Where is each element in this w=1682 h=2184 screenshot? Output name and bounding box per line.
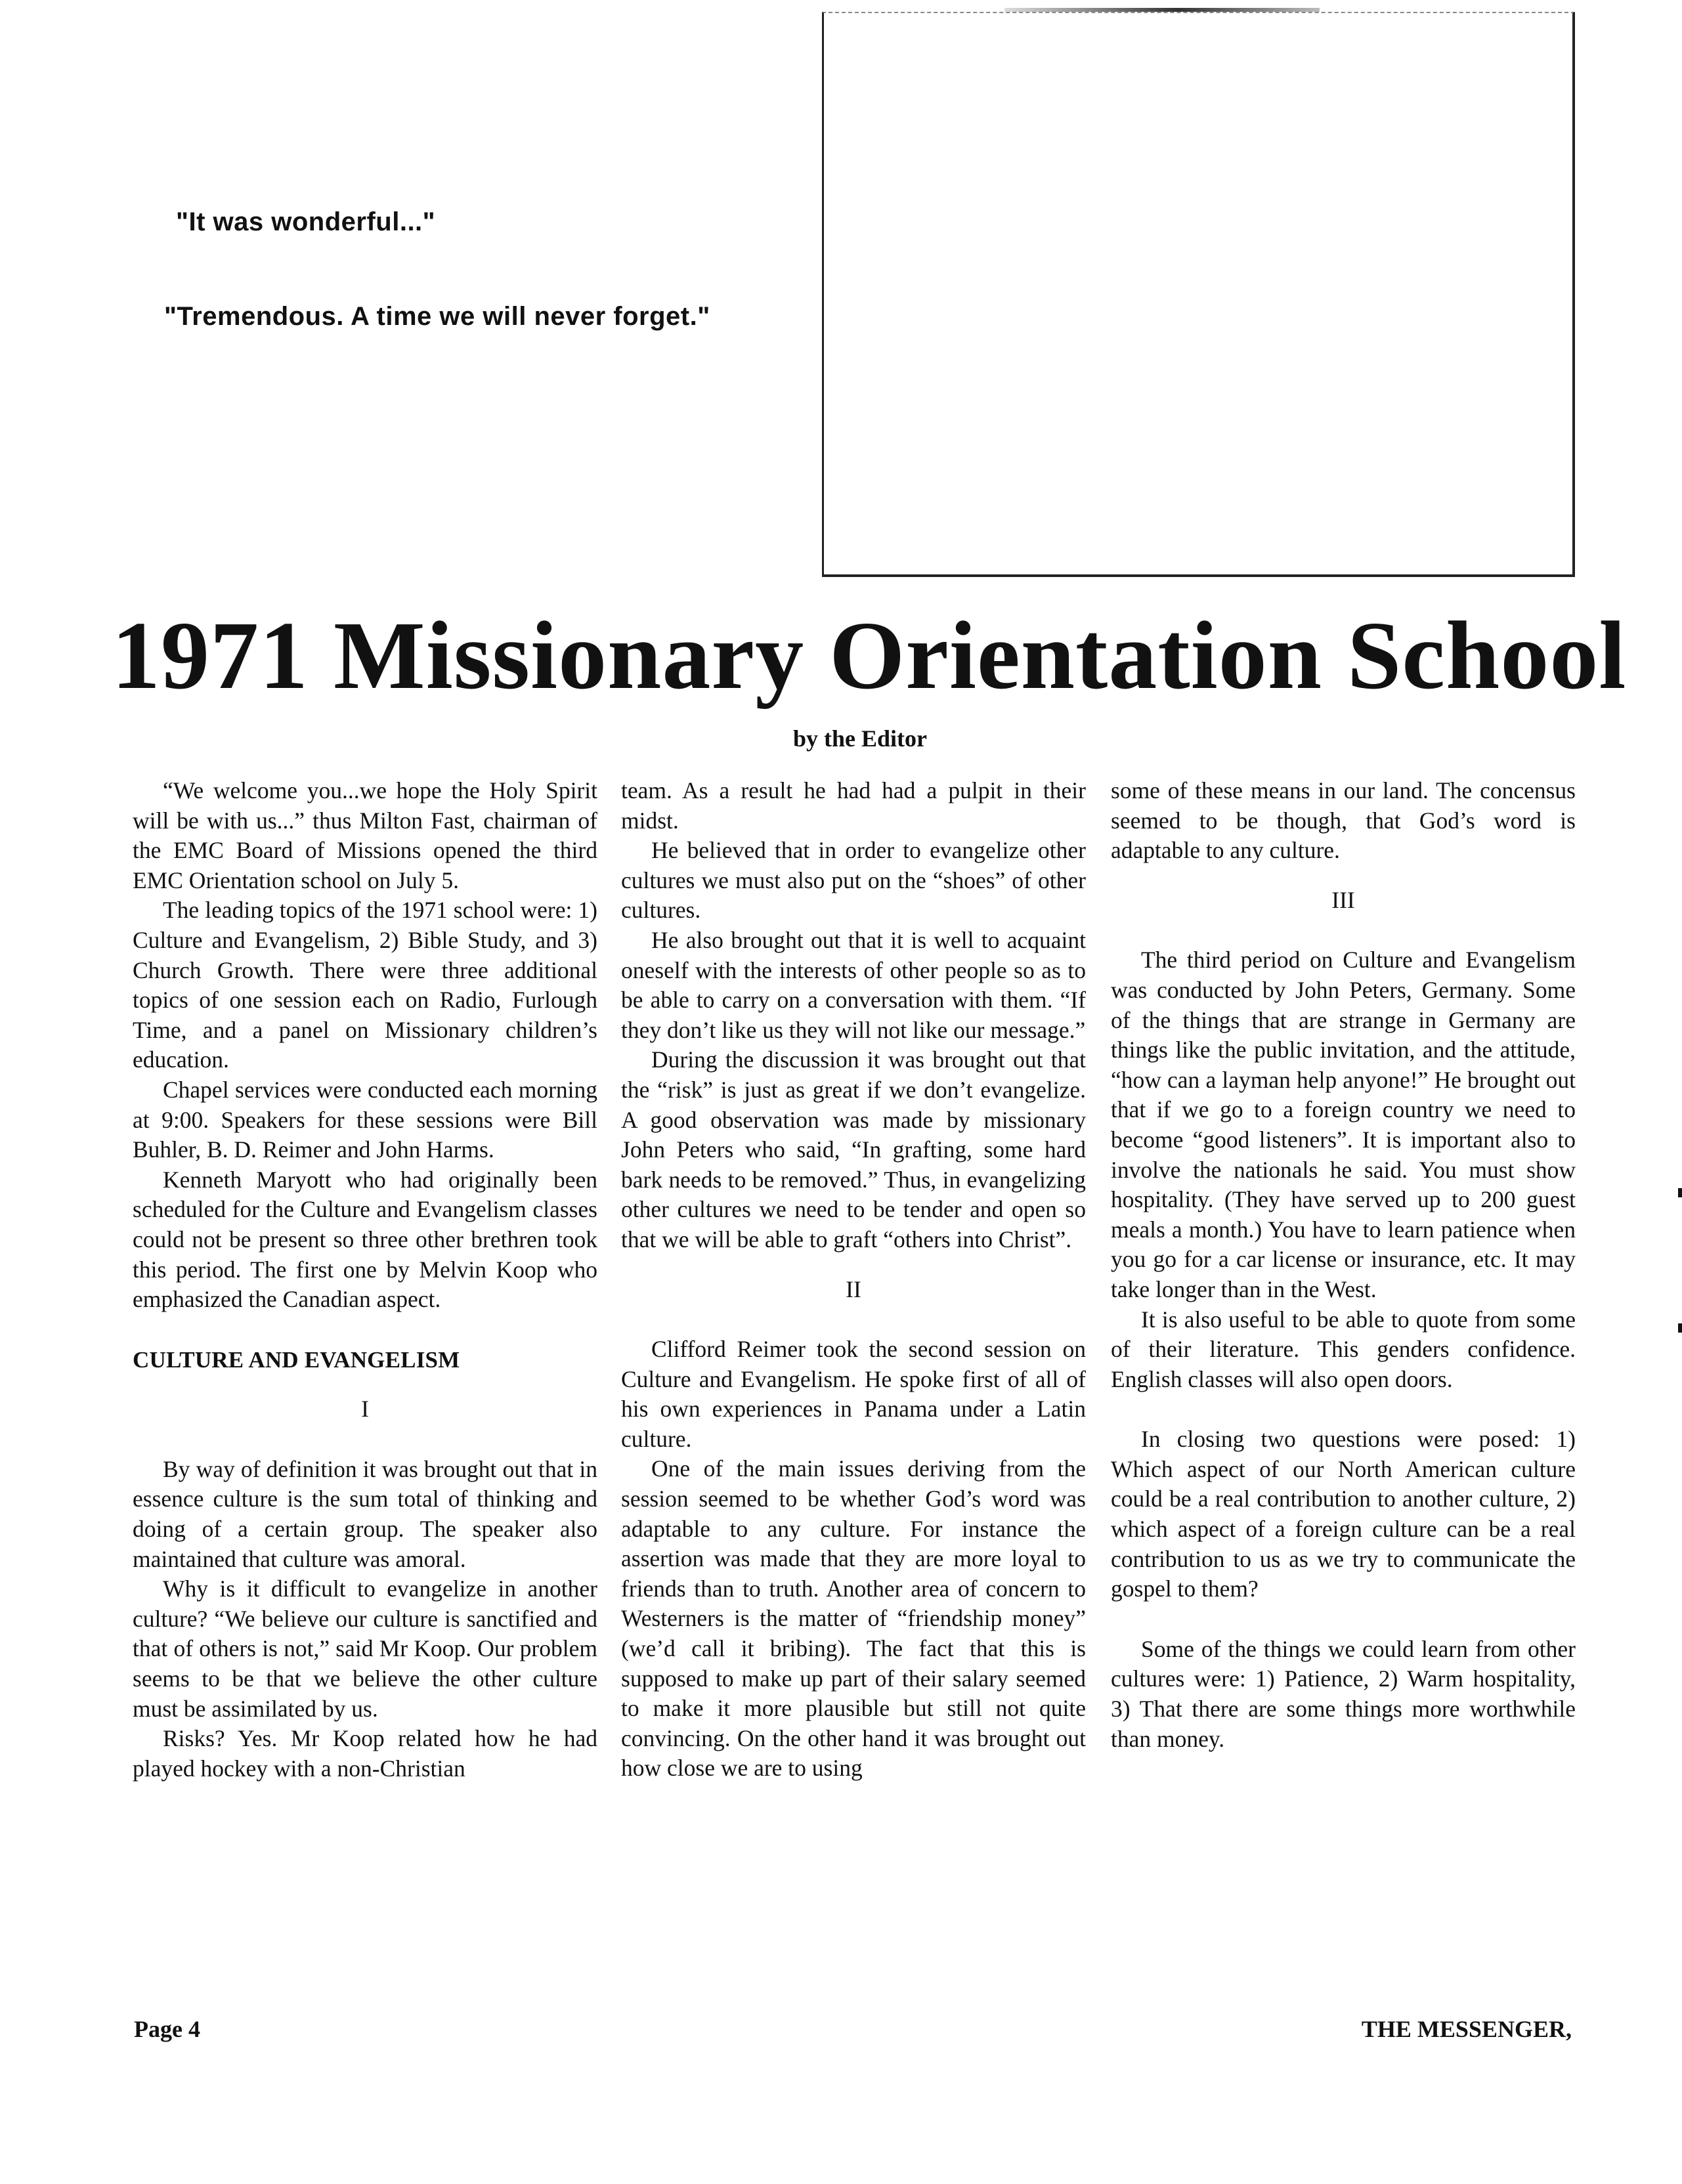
article-column-2: [621, 776, 1086, 1990]
paragraph: One of the main issues deriving from the session seemed to be whether God’s word was adaptable to any culture. For instance the assertion was made that they are more loyal to friends than to truth. Another area of concern to Westerners is the matter of “friendship money” (we’d call it bribing). The fact that this is supposed to make up part of their salary seemed to make it more plausible but still not quite convincing. On the other hand it was brought out how close we are to using: [621, 1455, 1086, 1782]
paragraph: He believed that in order to evangelize other cultures we must also put on the “shoes” of other cultures.: [621, 837, 1086, 924]
paragraph: During the discussion it was brought out that the “risk” is just as great if we don’t evangelize. A good observation was made by missionary John Peters who said, “In grafting, some hard bark needs to be removed.” Thus, in evangelizing other cultures we need to be tender and open so that we will be able to graft “others into Christ”.: [621, 1046, 1086, 1253]
paragraph: Risks? Yes. Mr Koop related how he had played hockey with a non-Christian: [133, 1725, 597, 1782]
pull-quote-1: "It was wonderful...": [176, 207, 436, 236]
paragraph: By way of definition it was brought out that in essence culture is the sum total of thinking and doing of a certain group. The speaker also maintained that culture was amoral.: [133, 1455, 597, 1572]
paragraph: He also brought out that it is well to acquaint oneself with the interests of other people so as to be able to carry on a conversation with them. “If they don’t like us they will not like our message.”: [621, 926, 1086, 1043]
section-numeral: I: [361, 1396, 369, 1423]
paragraph: In closing two questions were posed: 1) Which aspect of our North American culture could be a real contribution to another culture, 2) which aspect of a foreign culture can be a real contribution to us as we try to communicate the gospel to them?: [1111, 1426, 1576, 1602]
section-numeral: III: [1331, 886, 1355, 913]
pull-quote-2: "Tremendous. A time we will never forget.": [164, 302, 710, 331]
page-number: Page 4: [134, 2016, 200, 2042]
publication-name: THE MESSENGER,: [1361, 2016, 1572, 2042]
section-numeral: II: [846, 1275, 861, 1302]
section-heading: CULTURE AND EVANGELISM: [133, 1346, 460, 1373]
photo-frame: [822, 12, 1575, 577]
paragraph: Chapel services were conducted each morning at 9:00. Speakers for these sessions were Bill Buhler, B. D. Reimer and John Harms.: [133, 1076, 597, 1163]
scan-edge-mark: [1678, 1323, 1682, 1333]
paragraph: It is also useful to be able to quote from some of their literature. This genders confidence. English classes will also open doors.: [1111, 1306, 1576, 1392]
paragraph: The third period on Culture and Evangelism was conducted by John Peters, Germany. Some of the things that are strange in Germany are things like the public invitation, and the attitude, “how can a layman help anyone!” He brought out that if we go to a foreign country we need to become “good listeners”. It is important also to involve the nationals he said. You must show hospitality. (They have served up to 200 guest meals a month.) You have to learn patience when you go for a car license or insurance, etc. It may take longer than in the West.: [1111, 947, 1576, 1302]
article-column-1: [133, 776, 597, 1990]
paragraph: some of these means in our land. The concensus seemed to be though, that God’s word is adaptable to any culture.: [1111, 777, 1576, 864]
paragraph: Why is it difficult to evangelize in another culture? “We believe our culture is sanctified and that of others is not,” said Mr Koop. Our problem seems to be that we believe the other culture must be assimilated by us.: [133, 1575, 597, 1722]
paragraph: Clifford Reimer took the second session on Culture and Evangelism. He spoke first of all of his own experiences in Panama under a Latin culture.: [621, 1336, 1086, 1452]
paragraph: team. As a result he had had a pulpit in their midst.: [621, 777, 1086, 834]
article-headline: 1971 Missionary Orientation School: [112, 602, 1627, 710]
paragraph: The leading topics of the 1971 school were: 1) Culture and Evangelism, 2) Bible Study, and 3) Church Growth. There were three additional topics of one session each on Radio, Furlough Time, and a panel on Missionary children’s education.: [133, 897, 597, 1073]
paragraph: Some of the things we could learn from other cultures were: 1) Patience, 2) Warm hospitality, 3) That there are some things more worthwhile than money.: [1111, 1635, 1576, 1752]
article-column-3: [1111, 776, 1576, 1990]
article-byline: by the Editor: [792, 725, 927, 752]
paragraph: “We welcome you...we hope the Holy Spirit will be with us...” thus Milton Fast, chairman of the EMC Board of Missions opened the third EMC Orientation school on July 5.: [133, 777, 597, 893]
scan-edge-mark: [1678, 1188, 1682, 1197]
paragraph: Kenneth Maryott who had originally been scheduled for the Culture and Evangelism classes could not be present so three other brethren took this period. The first one by Melvin Koop who emphasized the Canadian aspect.: [133, 1166, 597, 1313]
